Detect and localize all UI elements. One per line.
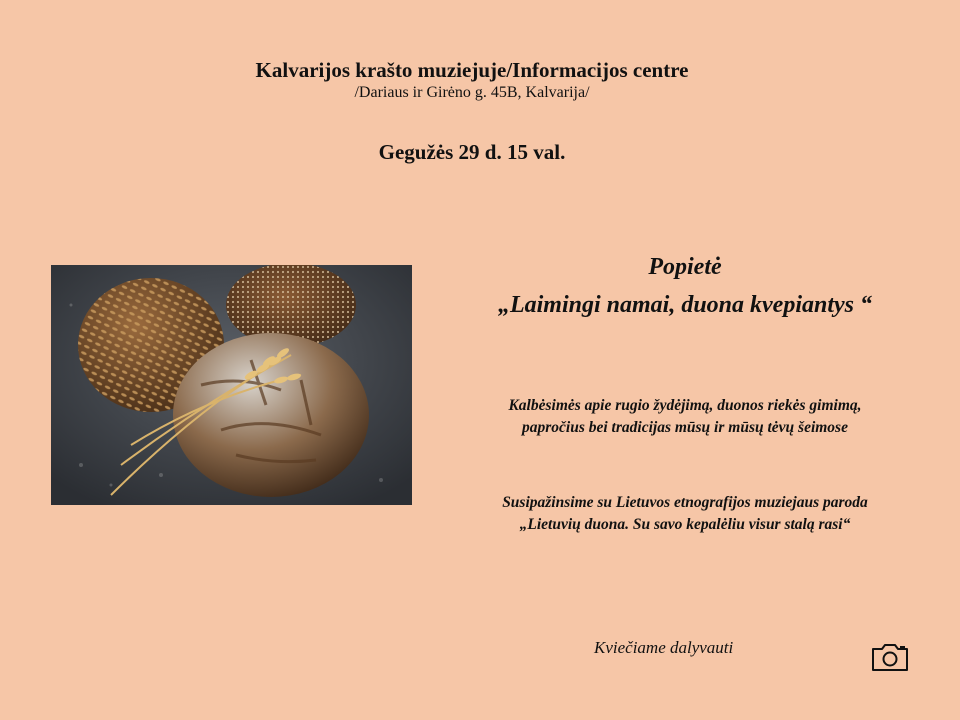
description-paragraph-1	[412, 395, 958, 439]
event-title: „Laimingi namai, duona kvepiantys “	[497, 292, 873, 318]
description-line: Susipažinsime su Lietuvos etnografijos muziejaus paroda	[502, 494, 868, 511]
event-kind: Popietė	[648, 254, 722, 280]
description-line: papročius bei tradicijas mūsų ir mūsų tėvų šeimose	[522, 419, 848, 436]
venue-address: /Dariaus ir Girėno g. 45B, Kalvarija/	[354, 84, 590, 101]
bread-photo	[51, 265, 412, 505]
camera-icon-svg	[870, 641, 910, 673]
bread-illustration	[51, 265, 412, 505]
description-line: Kalbėsimės apie rugio žydėjimą, duonos riekės gimimą,	[508, 397, 862, 414]
description-paragraph-2	[412, 492, 958, 536]
event-date: Gegužės 29 d. 15 val.	[378, 140, 566, 164]
invite-text: Kviečiame dalyvauti	[594, 638, 734, 657]
venue-title: Kalvarijos krašto muziejuje/Informacijos centre	[255, 58, 689, 82]
camera-icon[interactable]	[870, 641, 910, 673]
description-line: „Lietuvių duona. Su savo kepalėliu visur stalą rasi“	[519, 516, 851, 533]
